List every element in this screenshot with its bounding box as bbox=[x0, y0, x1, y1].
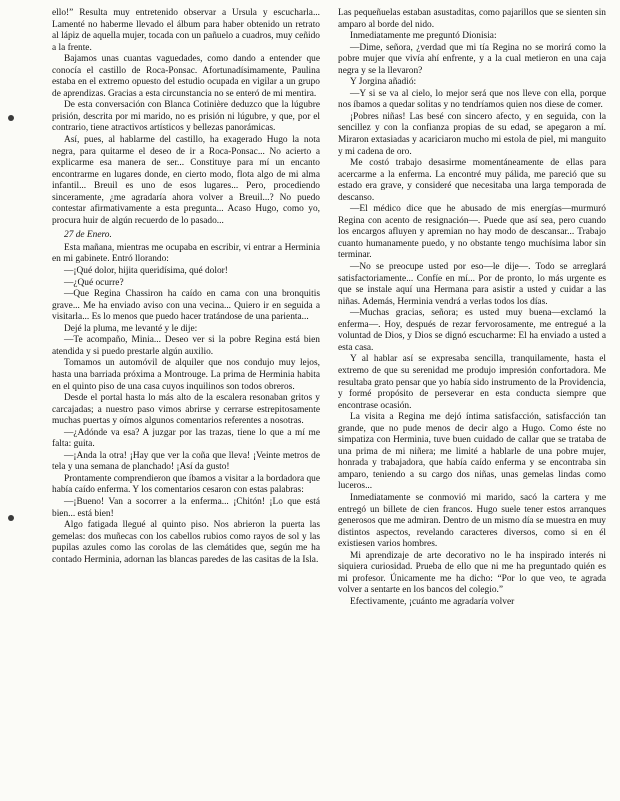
right-column-paragraph: Las pequeñuelas estaban asustaditas, como pajarillos que se sienten sin amparo al borde del nido. bbox=[338, 8, 606, 30]
left-column bbox=[52, 8, 320, 801]
right-column-paragraph: Inmediatamente me preguntó Dionisia: bbox=[350, 31, 497, 42]
left-column-paragraph: Bajamos unas cuantas vaguedades, como dando a entender que conocía el castillo de Roca-Ponsac. Afortunadísimamente, Paulina estaba en el extremo opuesto del estudio ocupada en vigilar a un grupo de aprendizas. Gracias a esta circunstancia no se enteró de mi mentira. bbox=[52, 54, 320, 99]
right-column-paragraph: Efectivamente, ¡cuánto me agradaría volver bbox=[350, 596, 515, 607]
left-column-paragraph: Esta mañana, mientras me ocupaba en escribir, vi entrar a Herminia en mi gabinete. Entró llorando: bbox=[52, 242, 320, 265]
right-column-paragraph: —Dime, señora, ¿verdad que mi tía Regina no se morirá como la pobre mujer que vivía ahí enfrente, y a la cual metieron en una caja negra y se la llevaron? bbox=[338, 42, 606, 76]
binding-hole-mark bbox=[8, 515, 14, 521]
right-column-paragraph: Y Jorgina añadió: bbox=[350, 77, 417, 88]
date-heading: 27 de Enero. bbox=[64, 230, 112, 241]
left-column-paragraph: Algo fatigada llegué al quinto piso. Nos abrieron la puerta las gemelas: dos muñecas con los cabellos rubios como rayos de sol y las pupilas azules como las corolas de las clemátides que, según me ha contado Herminia, adornan las blancas paredes de las casitas de la Isla. bbox=[52, 520, 320, 565]
right-column-paragraph: Inmediatamente se conmovió mi marido, sacó la cartera y me entregó un billete de cien francos. Hugo suele tener estos arranques generosos que me admiran. Dentro de un mismo día se muestra en muy distintos aspectos, revelando caracteres diversos, como si en él existiesen varios hombres. bbox=[338, 492, 606, 550]
left-column-paragraph: De esta conversación con Blanca Cotinière deduzco que la lúgubre prisión, descrita por mi marido, no es prisión ni lúgubre, y que, por el contrario, tiene atractivos artísticos y bellezas panorámicas. bbox=[52, 100, 320, 134]
left-column-paragraph: Así, pues, al hablarme del castillo, ha exagerado Hugo la nota negra, para quitarme el deseo de ir a Roca-Ponsac... No acierto a explicarme esa manera de ser... Constituye para mí un encanto encontrarme en lugares donde, en cierto modo, flota algo de mi alma infantil... Breuil es uno de esos lugares... Pero, procediendo sinceramente, ¿me agradaría ahora volver a Breuil...? No puedo contestar afirmativamente a esta pregunta... Acaso Hugo, como yo, procura huir de algún recuerdo de lo pasado... bbox=[52, 135, 320, 226]
left-column-paragraph: —Te acompaño, Minia... Deseo ver si la pobre Regina está bien atendida y si puedo prestarle algún auxilio. bbox=[52, 335, 320, 357]
left-column-paragraph: —¿Adónde va esa? A juzgar por las trazas, tiene lo que a mí me falta: guita. bbox=[52, 427, 320, 450]
right-column-paragraph: Mi aprendizaje de arte decorativo no le ha inspirado interés ni siquiera curiosidad. Prueba de ello que ni me ha preguntado quién es mi profesor. Únicamente me ha dicho: “Por lo que veo, te agrada volver a sentarte en los bancos del colegio.” bbox=[338, 550, 606, 596]
right-column-paragraph: Y al hablar así se expresaba sencilla, tranquilamente, hasta el extremo de que su serenidad me produjo impresión confortadora. Me resultaba grato pensar que yo había sido instrumento de la Providencia, y formé propósito de perseverar en esta conducta siempre que encontrase ocasión. bbox=[338, 354, 606, 411]
right-column-paragraph: La visita a Regina me dejó íntima satisfacción, satisfacción tan grande, que no pude menos de decir algo a Hugo. Como éste no simpatiza con Herminia, tuve buen cuidado de callar que se trataba de una prima de mi niñera; me limité a hablarle de una pobre mujer, honrada y trabajadora, que había caído enferma y se encontraba sin amparo, teniendo a su cargo dos niñas, unas gemelas lindas como luceros... bbox=[338, 412, 606, 492]
right-column-paragraph: —Y si se va al cielo, lo mejor será que nos lleve con ella, porque nos íbamos a quedar solitas y no tendríamos quien nos diese de comer. bbox=[338, 88, 606, 111]
left-column-paragraph: Tomamos un automóvil de alquiler que nos condujo muy lejos, hasta una barriada próxima a Montrouge. La prima de Herminia habita en el quinto piso de una casa cuyos inquilinos son todos obreros. bbox=[52, 358, 320, 392]
right-column-paragraph: —No se preocupe usted por eso—le dije—. Todo se arreglará satisfactoriamente... Confíe en mí... Por de pronto, lo más urgente es que se instale aquí una Hermana para asistir a usted y cuidar a las niñas. Además, Herminia vendrá a verlas todos los días. bbox=[338, 262, 606, 307]
left-column-paragraph: ello!” Resulta muy entretenido observar a Ursula y escucharla... Lamenté no haberme llevado el álbum para haber obtenido un retrato al lápiz de aquella mujer, tocada con un pañuelo a cuadros, muy ceñido a la frente. bbox=[52, 8, 320, 53]
left-column-paragraph: Dejé la pluma, me levanté y le dije: bbox=[64, 323, 198, 334]
left-column-paragraph: —¡Bueno! Van a socorrer a la enferma... ¡Chitón! ¡Lo que está bien... está bien! bbox=[52, 496, 320, 519]
left-column-paragraph: —Que Regina Chassiron ha caído en cama con una bronquitis grave... Me ha enviado aviso con una vecina... Quiero ir en seguida a visitarla... Es lo menos que puedo hacer tratándose de una parienta... bbox=[52, 289, 320, 323]
left-column-paragraph: Desde el portal hasta lo más alto de la escalera resonaban gritos y carcajadas; a nuestro paso vimos abrirse y cerrarse estrepitosamente muchas puertas y oímos algunos comentarios referentes a nosotras. bbox=[52, 393, 320, 427]
left-column-paragraph: —¿Qué ocurre? bbox=[64, 277, 124, 288]
text-columns bbox=[52, 8, 606, 801]
left-column-paragraph: —¡Qué dolor, hijita queridísima, qué dolor! bbox=[64, 266, 228, 277]
right-column-paragraph: Me costó trabajo desasirme momentáneamente de ellas para acercarme a la enferma. La encontré muy pálida, me pareció que su estado era grave, y consideré que necesitaba una larga temporada de descanso. bbox=[338, 158, 606, 203]
left-column-paragraph: Prontamente comprendieron que íbamos a visitar a la bordadora que había caído enferma. Y los comentarios cesaron con estas palabras: bbox=[52, 473, 320, 496]
right-column bbox=[338, 8, 606, 801]
left-column-paragraph: —¡Anda la otra! ¡Hay que ver la coña que lleva! ¡Veinte metros de tela y una semana de planchado! ¡Así da gusto! bbox=[52, 450, 320, 473]
right-column-paragraph: —El médico dice que he abusado de mis energías—murmuró Regina con acento de resignación—. Puede que así sea, pero cuando los encargos afluyen y apremian no hay modo de descansar... Trabajo cuanto humanamente puedo, y no obstante tengo muchísima labor sin terminar. bbox=[338, 204, 606, 261]
binding-hole-mark bbox=[8, 115, 14, 121]
right-column-paragraph: ¡Pobres niñas! Las besé con sincero afecto, y en seguida, con la sencillez y con la confianza propias de su edad, se apegaron a mí. Miraron extasiadas y acariciaron mucho mi estola de piel, mi manguito y mi cadena de oro. bbox=[338, 111, 606, 157]
right-column-paragraph: —Muchas gracias, señora; es usted muy buena—exclamó la enferma—. Hoy, después de rezar fervorosamente, me entregué a la voluntad de Dios, y Dios se dignó escucharme: El ha enviado a usted a esta casa. bbox=[338, 308, 606, 353]
